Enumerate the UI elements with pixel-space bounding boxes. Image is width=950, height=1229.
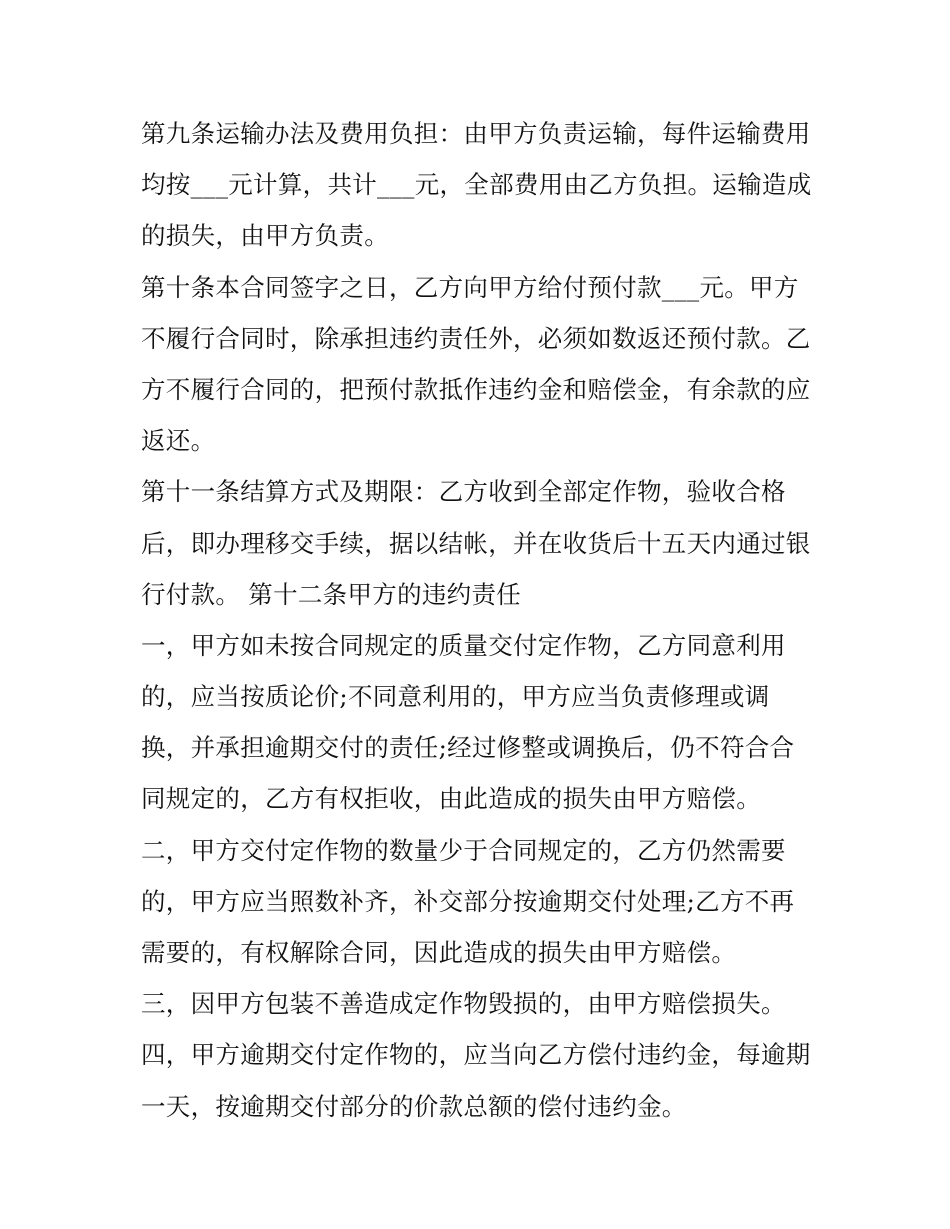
text-line: 三，因甲方包装不善造成定作物毁损的，由甲方赔偿损失。: [141, 989, 786, 1019]
text-line: 第十条本合同签字之日，乙方向甲方给付预付款___元。甲方: [141, 272, 799, 302]
contract-text: [141, 108, 831, 1132]
text-line: 行付款。 第十二条甲方的违约责任: [141, 579, 522, 609]
text-line: 的，应当按质论价;不同意利用的，甲方应当负责修理或调: [141, 682, 770, 712]
text-line: 一天，按逾期交付部分的价款总额的偿付违约金。: [141, 1091, 687, 1121]
text-line: 四，甲方逾期交付定作物的，应当向乙方偿付违约金，每逾期: [141, 1040, 811, 1070]
text-line: 返还。: [141, 426, 216, 456]
text-line: 的损失，由甲方负责。: [141, 221, 389, 251]
text-line: 二，甲方交付定作物的数量少于合同规定的，乙方仍然需要: [141, 835, 786, 865]
text-line: 第九条运输办法及费用负担：由甲方负责运输，每件运输费用: [141, 119, 811, 148]
text-line: 均按___元计算，共计___元，全部费用由乙方负担。运输造成: [141, 170, 812, 200]
text-line: 第十一条结算方式及期限：乙方收到全部定作物，验收合格: [141, 477, 786, 507]
text-line: 的，甲方应当照数补齐，补交部分按逾期交付处理;乙方不再: [141, 886, 795, 916]
text-line: 换，并承担逾期交付的责任;经过修整或调换后，仍不符合合: [141, 733, 795, 763]
text-line: 一，甲方如未按合同规定的质量交付定作物，乙方同意利用: [141, 630, 786, 660]
text-line: 需要的，有权解除合同，因此造成的损失由甲方赔偿。: [141, 938, 737, 967]
text-line: 方不履行合同的，把预付款抵作违约金和赔偿金，有余款的应: [141, 374, 811, 404]
text-line: 同规定的，乙方有权拒收，由此造成的损失由甲方赔偿。: [141, 784, 761, 814]
text-line: 不履行合同时，除承担违约责任外，必须如数返还预付款。乙: [141, 323, 811, 353]
text-line: 后，即办理移交手续，据以结帐，并在收货后十五天内通过银: [141, 528, 811, 558]
